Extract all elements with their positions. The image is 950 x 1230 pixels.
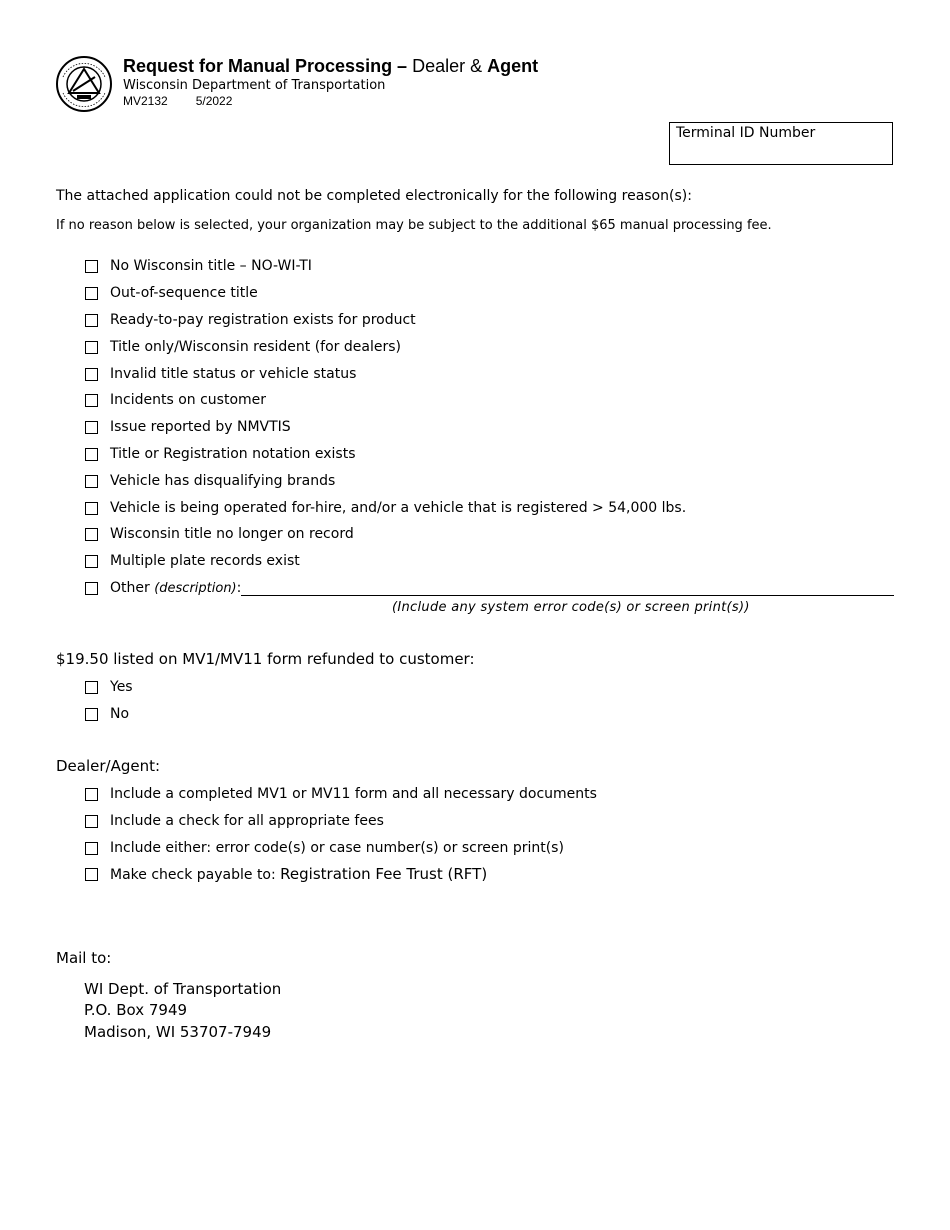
reason-checkbox[interactable]: [85, 314, 98, 327]
reason-item: [85, 256, 312, 276]
form-title: [123, 56, 538, 77]
reason-checkbox[interactable]: [85, 421, 98, 434]
intro-reasons-text: The attached application could not be completed electronically for the following reason(s):: [56, 188, 692, 204]
agency-name: Wisconsin Department of Transportation: [123, 78, 386, 93]
terminal-id-field[interactable]: [669, 122, 893, 165]
dealer-checkbox[interactable]: [85, 842, 98, 855]
reason-label: Multiple plate records exist: [110, 553, 300, 569]
reason-label: Vehicle has disqualifying brands: [110, 473, 336, 489]
dealer-item: [85, 811, 384, 831]
other-label-text: Other: [110, 580, 155, 596]
reason-item: [85, 498, 686, 518]
title-part-amp: &: [465, 56, 488, 76]
reason-item: [85, 471, 335, 491]
payable-name: Registration Fee Trust (RFT): [280, 865, 488, 883]
reason-checkbox[interactable]: [85, 555, 98, 568]
reason-item: [85, 417, 291, 437]
dealer-item-payable: [85, 864, 487, 884]
reason-label: Ready-to-pay registration exists for product: [110, 312, 416, 328]
other-description-input[interactable]: [241, 595, 894, 596]
terminal-id-label: Terminal ID Number: [676, 125, 816, 141]
dealer-item: [85, 838, 564, 858]
reason-checkbox[interactable]: [85, 502, 98, 515]
reason-item: [85, 364, 356, 384]
refund-no-label: No: [110, 706, 130, 722]
reason-label: Invalid title status or vehicle status: [110, 366, 357, 382]
form-number: MV2132: [123, 94, 168, 108]
mail-to-heading: Mail to:: [56, 949, 112, 967]
mail-address-line-1: WI Dept. of Transportation: [84, 980, 282, 998]
refund-question: $19.50 listed on MV1/MV11 form refunded to customer:: [56, 650, 475, 668]
refund-yes-checkbox[interactable]: [85, 681, 98, 694]
other-include-hint: (Include any system error code(s) or screen print(s)): [392, 600, 750, 615]
payable-prefix: Make check payable to:: [110, 867, 281, 883]
dealer-item-label: Include a completed MV1 or MV11 form and all necessary documents: [110, 786, 597, 802]
reason-item: [85, 337, 401, 357]
reason-checkbox[interactable]: [85, 260, 98, 273]
refund-no-item: [85, 704, 129, 724]
reason-checkbox[interactable]: [85, 394, 98, 407]
reason-label: Incidents on customer: [110, 392, 267, 408]
dealer-item: [85, 784, 597, 804]
reason-item: [85, 444, 356, 464]
refund-yes-label: Yes: [110, 679, 133, 695]
payable-label: [110, 865, 487, 883]
refund-no-checkbox[interactable]: [85, 708, 98, 721]
mail-address-line-2: P.O. Box 7949: [84, 1001, 188, 1019]
dealer-agent-heading: Dealer/Agent:: [56, 757, 161, 775]
reason-item: [85, 524, 354, 544]
dealer-item-label: Include a check for all appropriate fees: [110, 813, 384, 829]
reason-checkbox[interactable]: [85, 368, 98, 381]
dealer-checkbox[interactable]: [85, 868, 98, 881]
reason-item: [85, 310, 416, 330]
other-checkbox[interactable]: [85, 582, 98, 595]
dealer-checkbox[interactable]: [85, 788, 98, 801]
reason-checkbox[interactable]: [85, 287, 98, 300]
reason-label: Out-of-sequence title: [110, 285, 258, 301]
other-colon: :: [236, 580, 242, 596]
reason-label: No Wisconsin title – NO-WI-TI: [110, 258, 312, 274]
reason-item-other: [85, 578, 241, 598]
form-id-line: [123, 94, 232, 108]
reason-item: [85, 551, 300, 571]
title-part-agent: Agent: [487, 56, 539, 76]
other-description-hint: (description): [154, 581, 237, 596]
intro-fee-warning: If no reason below is selected, your organization may be subject to the additional $65 manual processing fee.: [56, 218, 772, 233]
reason-label: Vehicle is being operated for-hire, and/or a vehicle that is registered > 54,000 lbs.: [110, 500, 687, 516]
reason-checkbox[interactable]: [85, 475, 98, 488]
reason-label: Title only/Wisconsin resident (for dealers): [110, 339, 401, 355]
dealer-checkbox[interactable]: [85, 815, 98, 828]
reason-label: Issue reported by NMVTIS: [110, 419, 291, 435]
reason-item: [85, 390, 266, 410]
reason-label: Title or Registration notation exists: [110, 446, 356, 462]
wisdot-seal-logo: [55, 55, 113, 113]
other-label: [110, 580, 241, 596]
title-part-dealer: Dealer: [412, 56, 466, 76]
reason-checkbox[interactable]: [85, 528, 98, 541]
mail-address-line-3: Madison, WI 53707-7949: [84, 1023, 272, 1041]
refund-yes-item: [85, 677, 133, 697]
form-date: 5/2022: [195, 94, 233, 108]
reason-checkbox[interactable]: [85, 341, 98, 354]
reason-checkbox[interactable]: [85, 448, 98, 461]
reason-label: Wisconsin title no longer on record: [110, 526, 354, 542]
title-part-request: Request for Manual Processing –: [123, 56, 413, 76]
dealer-item-label: Include either: error code(s) or case number(s) or screen print(s): [110, 840, 564, 856]
reason-item: [85, 283, 258, 303]
